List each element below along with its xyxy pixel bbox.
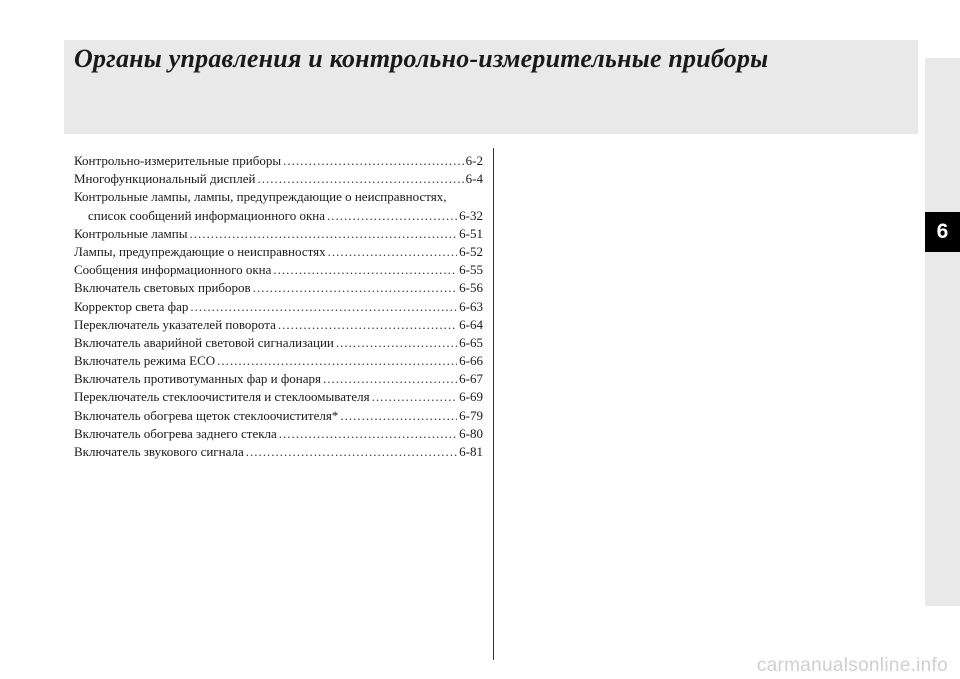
toc-entry-title-line1: Контрольные лампы, лампы, предупреждающие о неисправностях, <box>74 189 447 205</box>
toc-dot-leader <box>336 334 457 352</box>
toc-entry[interactable] <box>74 334 483 352</box>
toc-dot-leader <box>189 225 457 243</box>
toc-entry[interactable] <box>74 170 483 188</box>
toc-entry-page: 6-63 <box>459 298 483 314</box>
toc-entry-page: 6-56 <box>459 280 483 296</box>
toc-entry-title: Переключатель стеклоочистителя и стеклоомывателя <box>74 389 370 405</box>
toc-entry-page: 6-55 <box>459 262 483 278</box>
toc-entry-page: 6-66 <box>459 353 483 369</box>
toc-entry[interactable] <box>74 243 483 261</box>
column-divider <box>493 148 494 660</box>
toc-entry-title: Включатель обогрева щеток стеклоочистителя* <box>74 407 339 423</box>
toc-entry[interactable] <box>74 152 483 170</box>
toc-entry-title: Включатель звукового сигнала <box>74 444 244 459</box>
toc-entry-title: Включатель режима ECO <box>74 353 216 369</box>
toc-entry-page: 6-80 <box>459 425 483 441</box>
toc-dot-leader <box>283 152 464 170</box>
toc-dot-leader <box>279 425 457 443</box>
toc-entry[interactable] <box>74 261 483 279</box>
toc-entry-page: 6-51 <box>459 225 483 241</box>
toc-entry-page: 6-81 <box>459 444 483 459</box>
toc-entry[interactable] <box>74 279 483 297</box>
toc-dot-leader <box>246 443 457 461</box>
toc-entry[interactable] <box>74 425 483 443</box>
toc-dot-leader <box>217 352 457 370</box>
toc-entry[interactable] <box>74 298 483 316</box>
toc-entry-title: список сообщений информационного окна <box>88 207 325 223</box>
toc-entry-title: Контрольные лампы <box>74 225 188 241</box>
toc-entry-page: 6-52 <box>459 243 483 259</box>
toc-entry-title: Корректор света фар <box>74 298 189 314</box>
chapter-number-tab: 6 <box>925 212 960 252</box>
toc-entry-title: Контрольно-измерительные приборы <box>74 153 282 168</box>
toc-dot-leader <box>328 243 458 261</box>
toc-dot-leader <box>257 170 463 188</box>
toc-dot-leader <box>327 207 457 225</box>
toc-entry[interactable] <box>74 388 483 406</box>
toc-entry[interactable] <box>74 370 483 388</box>
toc-entry-page: 6-65 <box>459 334 483 350</box>
toc-entry[interactable] <box>74 352 483 370</box>
toc-entry-multiline[interactable] <box>74 188 483 224</box>
toc-entry-page: 6-2 <box>465 153 483 168</box>
toc-entry[interactable] <box>74 407 483 425</box>
chapter-title: Органы управления и контрольно-измерительные приборы <box>74 44 769 73</box>
toc-entry-page: 6-4 <box>465 171 483 187</box>
toc-entry-page: 6-64 <box>459 316 483 332</box>
toc-entry-title: Переключатель указателей поворота <box>74 316 276 332</box>
toc-dot-leader <box>323 370 457 388</box>
toc-entry-title: Многофункциональный дисплей <box>74 171 256 187</box>
toc-entry-page: 6-67 <box>459 371 483 387</box>
toc-dot-leader <box>253 279 457 297</box>
toc-dot-leader <box>190 298 457 316</box>
toc-entry[interactable] <box>74 443 483 461</box>
toc-dot-leader <box>340 407 457 425</box>
toc-entry-page: 6-69 <box>459 389 483 405</box>
toc-entry-title: Включатель аварийной световой сигнализации <box>74 334 334 350</box>
toc-entry-title: Сообщения информационного окна <box>74 262 272 278</box>
toc-dot-leader <box>372 388 458 406</box>
toc-entry[interactable] <box>74 225 483 243</box>
toc-dot-leader <box>273 261 457 279</box>
toc-entry-title: Включатель обогрева заднего стекла <box>74 425 277 441</box>
toc-entry-continuation <box>74 207 483 225</box>
toc-entry-title: Включатель противотуманных фар и фонаря <box>74 371 322 387</box>
toc-entry-title: Лампы, предупреждающие о неисправностях <box>74 243 326 259</box>
site-watermark: carmanualsonline.info <box>756 655 948 676</box>
toc-dot-leader <box>278 316 457 334</box>
table-of-contents <box>74 152 483 461</box>
toc-entry[interactable] <box>74 316 483 334</box>
toc-entry-page: 6-79 <box>459 407 483 423</box>
toc-entry-title: Включатель световых приборов <box>74 280 251 296</box>
toc-entry-page: 6-32 <box>459 207 483 223</box>
chapter-side-tab <box>925 58 960 606</box>
